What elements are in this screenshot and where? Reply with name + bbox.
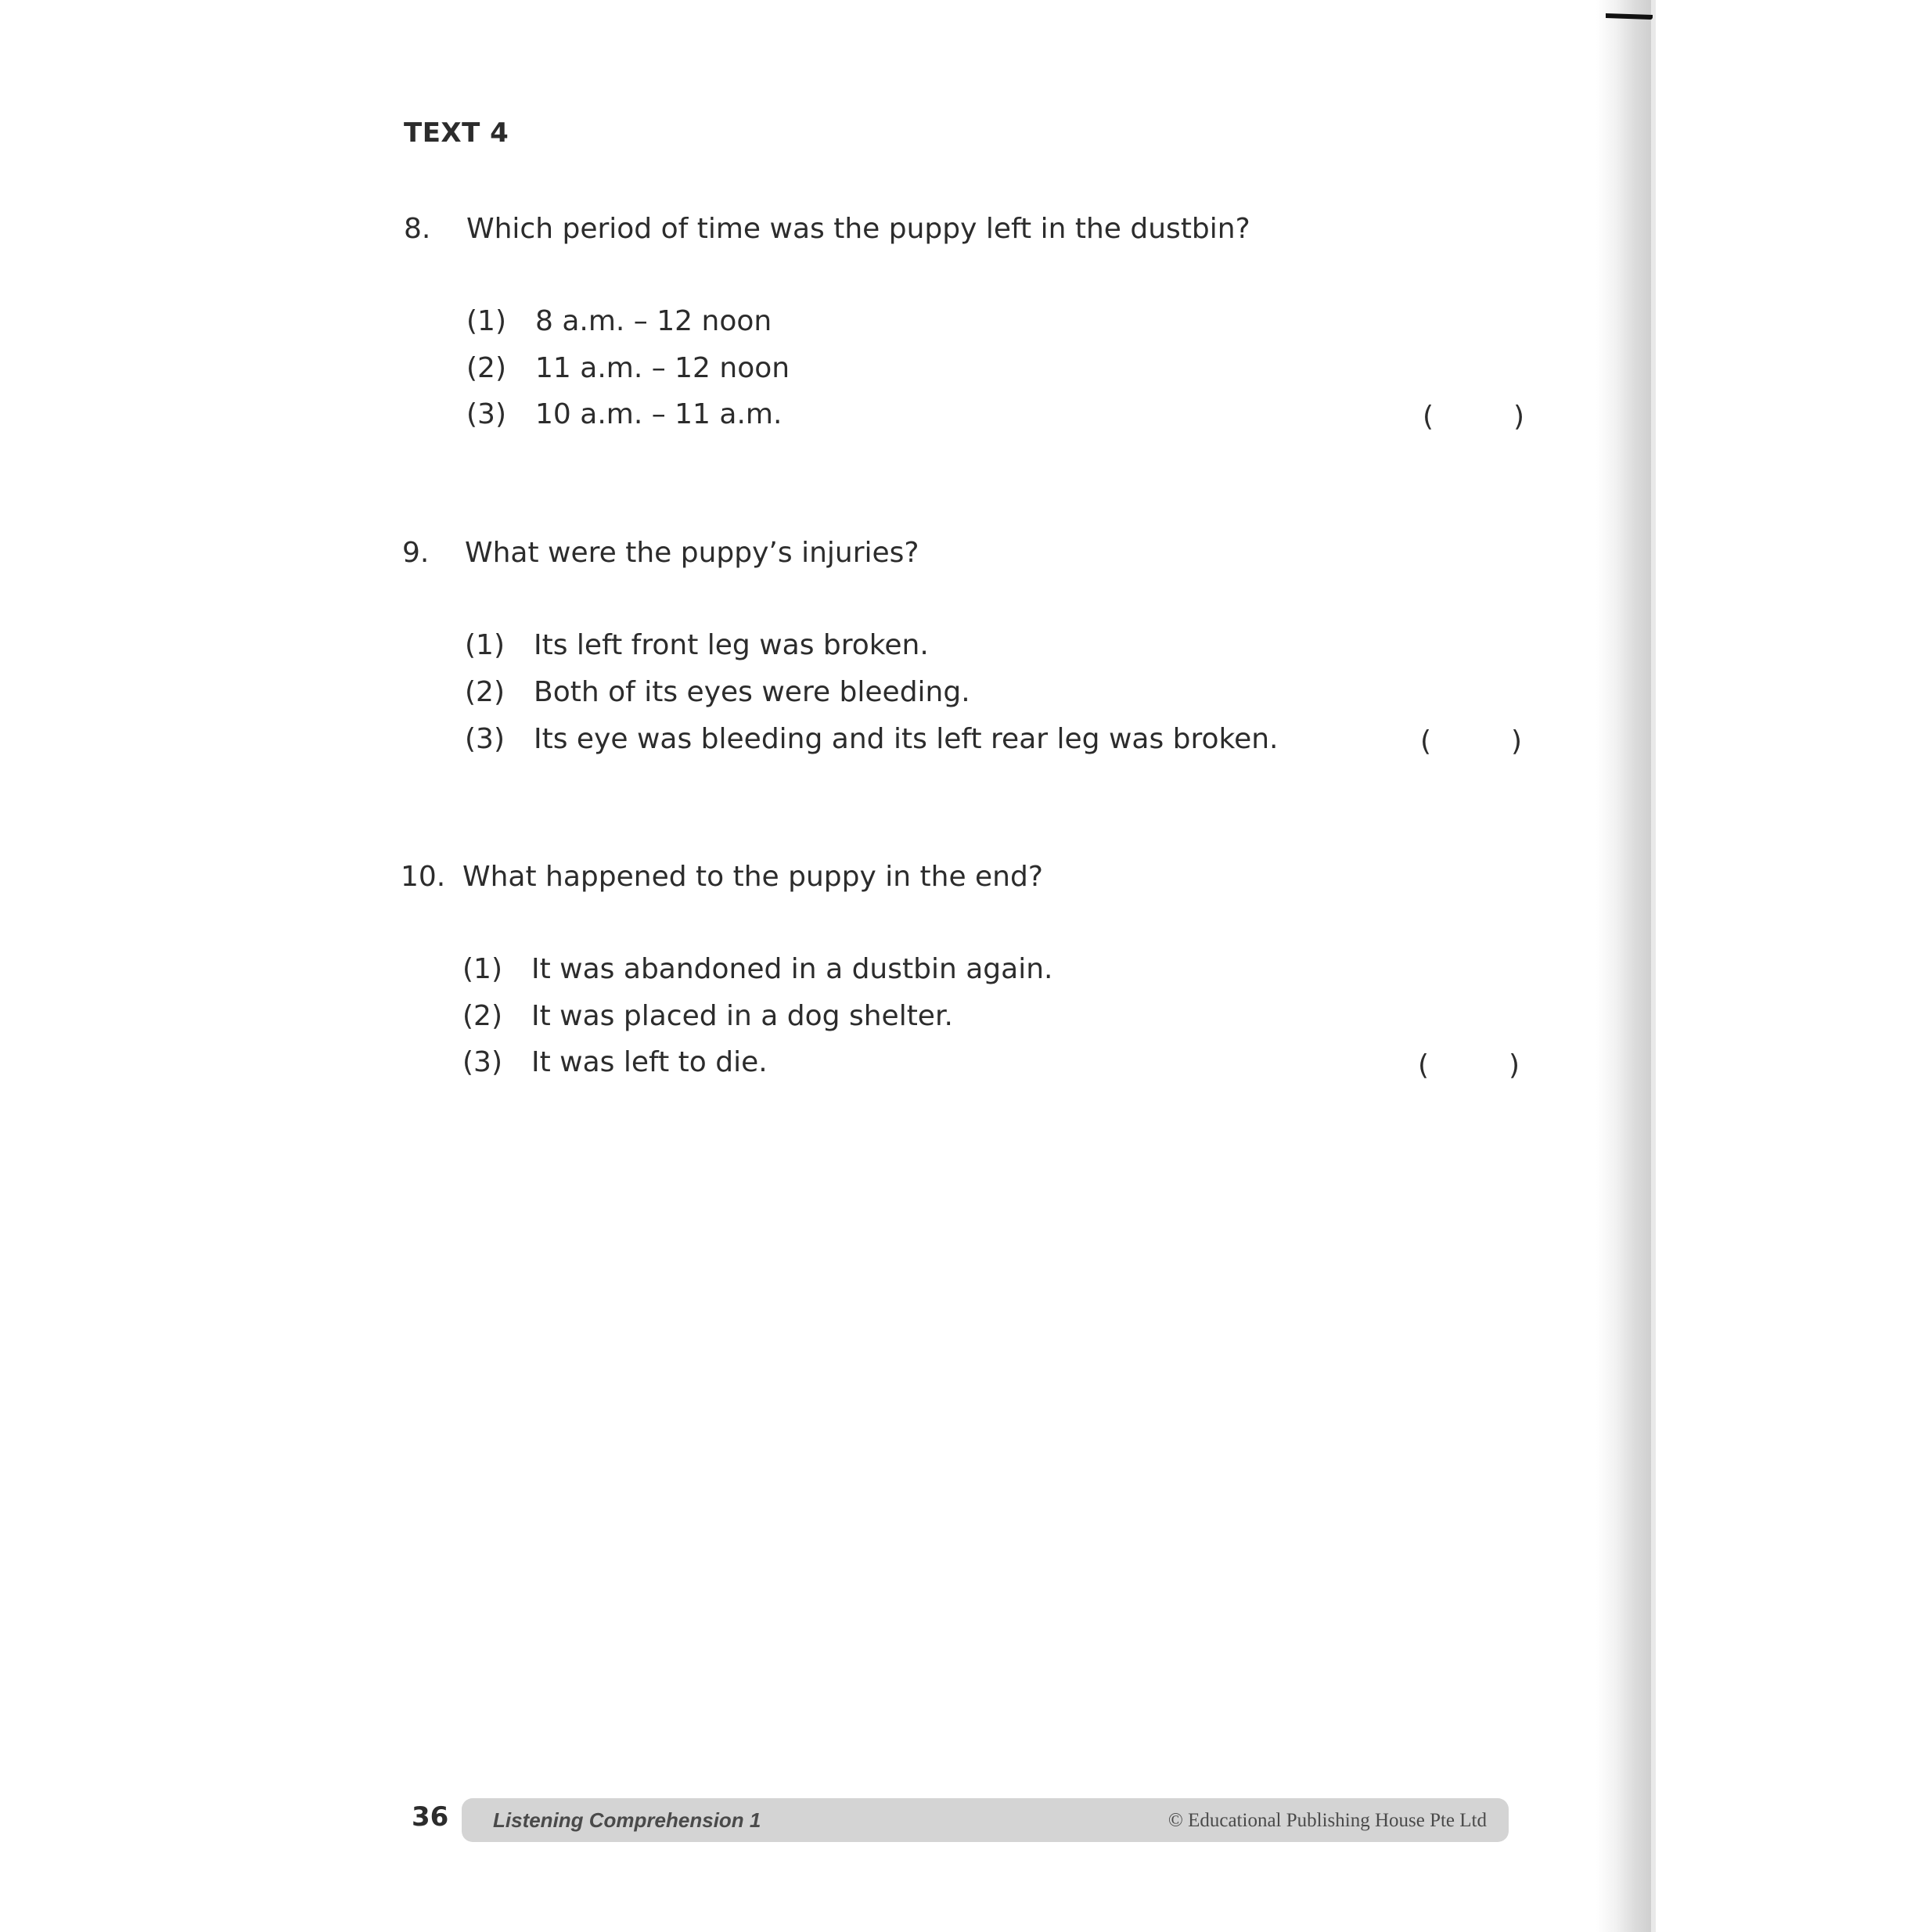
question-number: 8.: [404, 213, 431, 245]
answer-bracket-open: (: [1420, 725, 1432, 757]
answer-bracket-close: ): [1510, 725, 1522, 757]
page-number: 36: [412, 1801, 449, 1833]
question-number: 10.: [401, 861, 446, 893]
answer-box[interactable]: [1420, 725, 1522, 760]
question-text: What happened to the puppy in the end?: [462, 861, 1043, 893]
question-text: What were the puppy’s injuries?: [465, 537, 919, 569]
option-number: (1): [466, 305, 506, 337]
answer-box[interactable]: [1423, 401, 1524, 435]
option-number: (3): [462, 1046, 502, 1078]
option-number: (3): [466, 398, 506, 430]
book-title: Listening Comprehension 1: [493, 1808, 761, 1832]
question-number: 9.: [402, 537, 430, 569]
option-number: (3): [465, 723, 505, 755]
scan-shadow: [1596, 0, 1651, 1932]
option-number: (1): [465, 629, 505, 661]
answer-bracket-close: ): [1508, 1049, 1520, 1081]
option-text: Both of its eyes were bleeding.: [534, 676, 970, 708]
option-number: (1): [462, 953, 502, 985]
answer-box[interactable]: [1418, 1049, 1520, 1084]
option-number: (2): [465, 676, 505, 708]
option-text: Its left front leg was broken.: [534, 629, 929, 661]
copyright-notice: © Educational Publishing House Pte Ltd: [1167, 1810, 1487, 1831]
option-text: It was abandoned in a dustbin again.: [531, 953, 1053, 985]
question-text: Which period of time was the puppy left in the dustbin?: [466, 213, 1250, 245]
section-heading: TEXT 4: [404, 117, 509, 149]
option-text: It was placed in a dog shelter.: [531, 1000, 953, 1032]
option-text: 10 a.m. – 11 a.m.: [535, 398, 783, 430]
footer-band: [462, 1798, 1509, 1842]
option-text: 11 a.m. – 12 noon: [535, 352, 790, 384]
option-text: 8 a.m. – 12 noon: [535, 305, 772, 337]
answer-bracket-open: (: [1418, 1049, 1430, 1081]
option-number: (2): [466, 352, 506, 384]
scan-edge: [1651, 0, 1656, 1932]
answer-bracket-open: (: [1423, 401, 1434, 433]
option-number: (2): [462, 1000, 502, 1032]
answer-bracket-close: ): [1513, 401, 1524, 433]
option-text: It was left to die.: [531, 1046, 768, 1078]
option-text: Its eye was bleeding and its left rear leg was broken.: [534, 723, 1279, 755]
